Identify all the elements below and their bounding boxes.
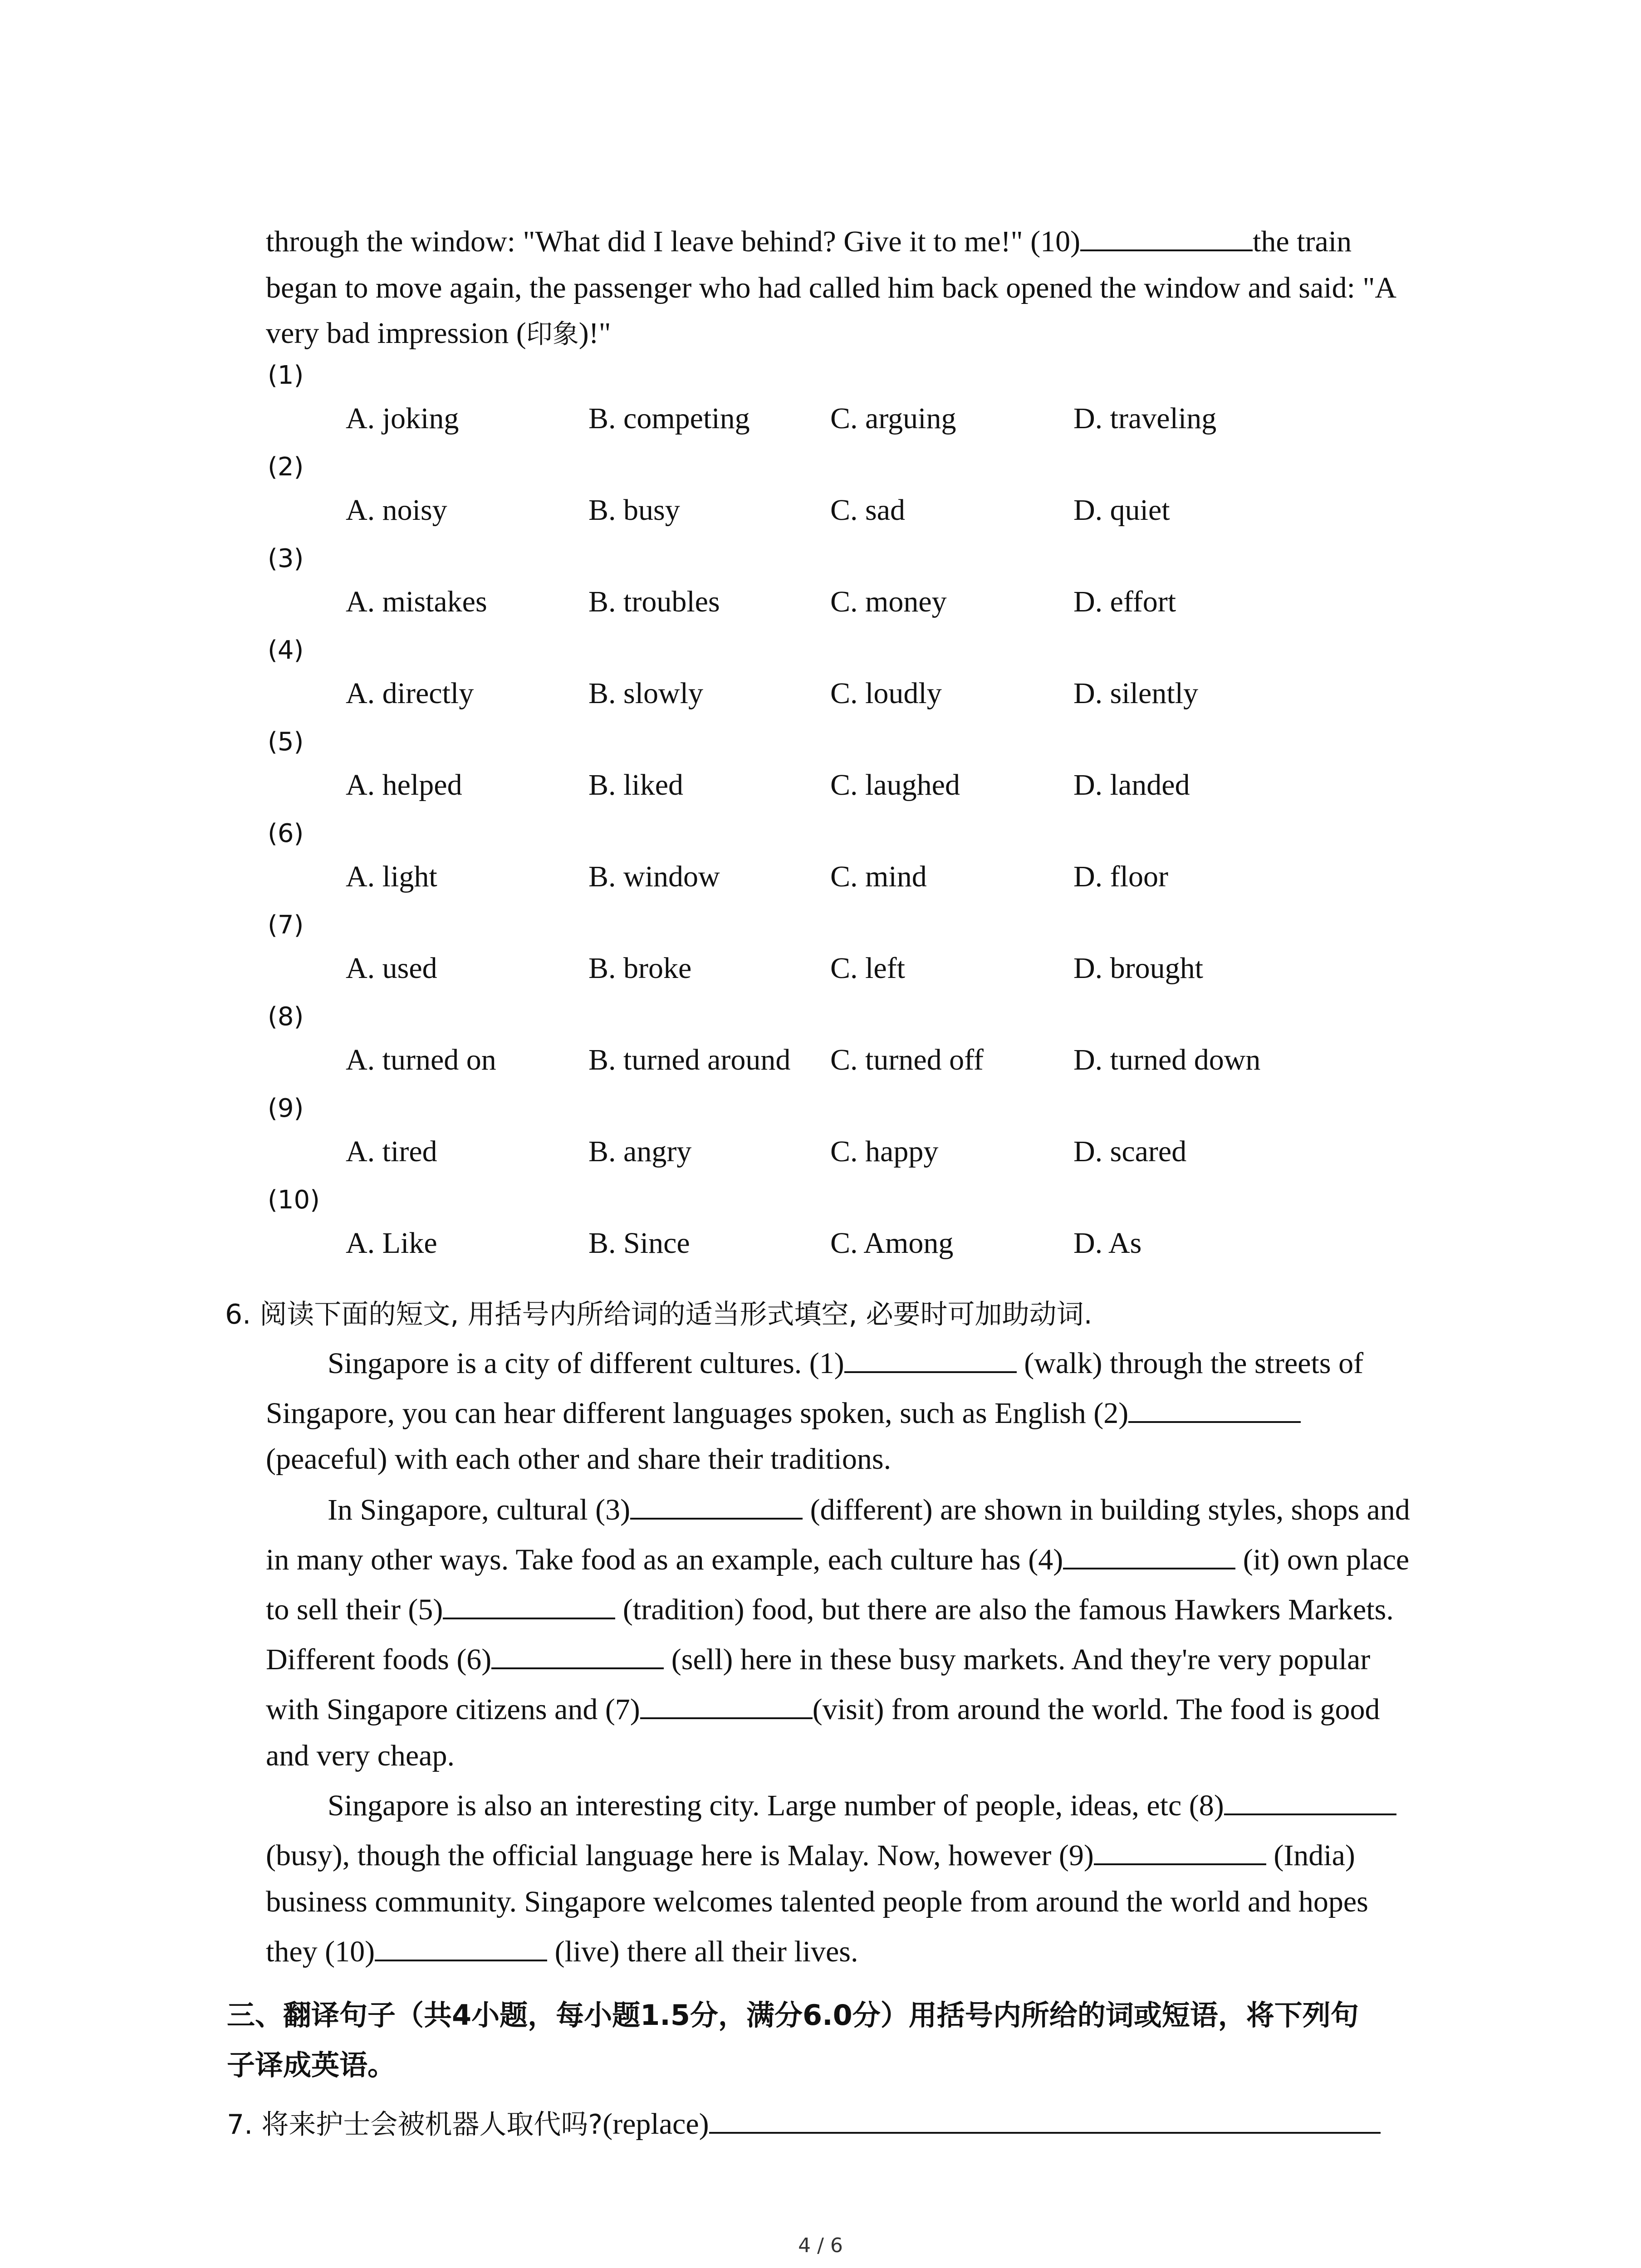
page-number: 4 / 6 bbox=[798, 2234, 843, 2257]
q6-blank-1[interactable] bbox=[844, 1343, 1017, 1373]
q6-p3-line2 bbox=[266, 1833, 1445, 1879]
q7-answer-blank[interactable] bbox=[709, 2104, 1381, 2134]
answer-option[interactable]: C. left bbox=[830, 952, 905, 985]
answer-option[interactable]: B. liked bbox=[588, 768, 683, 802]
q6-p1-line3: (peaceful) with each other and share their traditions. bbox=[266, 1442, 892, 1476]
passage-text: very bad impression ( bbox=[266, 317, 526, 350]
q6-text: (walk) through the streets of bbox=[1016, 1347, 1364, 1380]
q6-p2-line3 bbox=[266, 1587, 1445, 1633]
answer-option[interactable]: D. turned down bbox=[1073, 1043, 1261, 1076]
passage-line-1 bbox=[266, 219, 1445, 265]
answer-option[interactable]: D. traveling bbox=[1073, 402, 1217, 435]
passage-text: through the window: "What did I leave behind? Give it to me!" (10) bbox=[266, 225, 1081, 258]
q6-blank-10[interactable] bbox=[375, 1931, 547, 1961]
question-number: (1) bbox=[268, 361, 304, 390]
q6-text: (busy), though the official language here is Malay. Now, however (9) bbox=[266, 1839, 1094, 1872]
answer-option[interactable]: B. troubles bbox=[588, 585, 720, 618]
q6-text: (India) bbox=[1266, 1839, 1355, 1872]
question-number: (2) bbox=[268, 452, 304, 482]
q6-p2-line2 bbox=[266, 1537, 1445, 1583]
answer-option[interactable]: D. scared bbox=[1073, 1135, 1187, 1168]
q6-text: they (10) bbox=[266, 1935, 375, 1968]
answer-option[interactable]: D. silently bbox=[1073, 677, 1198, 710]
question-number: (5) bbox=[268, 727, 304, 757]
answer-option[interactable]: D. floor bbox=[1073, 860, 1168, 893]
q6-text: Singapore is also an interesting city. Large number of people, ideas, etc (8) bbox=[328, 1789, 1224, 1822]
answer-option[interactable]: A. used bbox=[346, 952, 437, 985]
q6-text: with Singapore citizens and (7) bbox=[266, 1693, 640, 1726]
question-number: (7) bbox=[268, 910, 304, 940]
q6-blank-4[interactable] bbox=[1063, 1540, 1235, 1569]
q6-blank-2[interactable] bbox=[1128, 1393, 1301, 1423]
answer-option[interactable]: A. light bbox=[346, 860, 437, 893]
answer-option[interactable]: B. competing bbox=[588, 402, 750, 435]
q6-text: In Singapore, cultural (3) bbox=[328, 1493, 631, 1526]
q6-p1-line1 bbox=[328, 1340, 1507, 1387]
passage-text: )!" bbox=[578, 317, 611, 350]
q6-text: (live) there all their lives. bbox=[547, 1935, 858, 1968]
passage-line-3 bbox=[266, 310, 1445, 357]
section-3-heading-line2: 子译成英语。 bbox=[227, 2048, 396, 2082]
answer-option[interactable]: C. happy bbox=[830, 1135, 939, 1168]
q7-hint: (replace) bbox=[603, 2107, 709, 2141]
answer-option[interactable]: D. landed bbox=[1073, 768, 1190, 802]
answer-option[interactable]: B. broke bbox=[588, 952, 692, 985]
q6-p1-line2 bbox=[266, 1390, 1445, 1437]
answer-option[interactable]: A. turned on bbox=[346, 1043, 496, 1076]
q6-p2-line6: and very cheap. bbox=[266, 1739, 455, 1772]
q6-text: (different) are shown in building styles, shops and bbox=[803, 1493, 1410, 1526]
question-number: (10) bbox=[268, 1185, 320, 1215]
q6-blank-8[interactable] bbox=[1224, 1785, 1396, 1815]
q6-blank-9[interactable] bbox=[1094, 1835, 1266, 1865]
q7-line bbox=[227, 2103, 1381, 2142]
q6-p2-line4 bbox=[266, 1637, 1445, 1683]
answer-option[interactable]: B. busy bbox=[588, 494, 680, 527]
answer-option[interactable]: B. turned around bbox=[588, 1043, 791, 1076]
answer-option[interactable]: A. tired bbox=[346, 1135, 437, 1168]
answer-option[interactable]: A. helped bbox=[346, 768, 462, 802]
q6-p3-line3: business community. Singapore welcomes talented people from around the world and hopes bbox=[266, 1885, 1368, 1918]
passage-text: the train bbox=[1253, 225, 1352, 258]
answer-option[interactable]: C. mind bbox=[830, 860, 927, 893]
q6-text: (it) own place bbox=[1235, 1543, 1410, 1576]
answer-blank-10[interactable] bbox=[1080, 221, 1253, 251]
answer-option[interactable]: D. quiet bbox=[1073, 494, 1170, 527]
answer-option[interactable]: C. arguing bbox=[830, 402, 956, 435]
answer-option[interactable]: A. directly bbox=[346, 677, 474, 710]
answer-option[interactable]: A. joking bbox=[346, 402, 459, 435]
answer-option[interactable]: B. window bbox=[588, 860, 720, 893]
q6-text: to sell their (5) bbox=[266, 1593, 443, 1626]
answer-option[interactable]: C. turned off bbox=[830, 1043, 984, 1076]
q6-blank-3[interactable] bbox=[630, 1490, 803, 1520]
answer-option[interactable]: D. brought bbox=[1073, 952, 1203, 985]
answer-option[interactable]: A. noisy bbox=[346, 494, 447, 527]
answer-option[interactable]: C. money bbox=[830, 585, 947, 618]
q6-text: (visit) from around the world. The food is good bbox=[812, 1693, 1380, 1726]
q6-text: Singapore is a city of different cultures. (1) bbox=[328, 1347, 844, 1380]
q6-p3-line4 bbox=[266, 1929, 1445, 1975]
answer-option[interactable]: C. loudly bbox=[830, 677, 942, 710]
question-number: (6) bbox=[268, 819, 304, 848]
answer-option[interactable]: C. laughed bbox=[830, 768, 960, 802]
passage-cn-word: 印象 bbox=[526, 318, 579, 349]
q6-blank-6[interactable] bbox=[491, 1639, 664, 1669]
question-number: (9) bbox=[268, 1094, 304, 1123]
section-3-heading-line1: 三、翻译句子（共4小题，每小题1.5分，满分6.0分）用括号内所给的词或短语，将下列句 bbox=[227, 1999, 1359, 2032]
answer-option[interactable]: B. slowly bbox=[588, 677, 704, 710]
q7-text: 7. 将来护士会被机器人取代吗? bbox=[227, 2109, 603, 2141]
answer-option[interactable]: C. Among bbox=[830, 1227, 954, 1260]
answer-option[interactable]: B. angry bbox=[588, 1135, 692, 1168]
question-number: (8) bbox=[268, 1002, 304, 1031]
answer-option[interactable]: A. Like bbox=[346, 1227, 437, 1260]
question-number: (3) bbox=[268, 544, 304, 573]
answer-option[interactable]: B. Since bbox=[588, 1227, 690, 1260]
q6-blank-5[interactable] bbox=[443, 1589, 615, 1619]
q6-blank-7[interactable] bbox=[640, 1689, 813, 1719]
answer-option[interactable]: D. effort bbox=[1073, 585, 1176, 618]
passage-line-2: began to move again, the passenger who had called him back opened the window and said: "A bbox=[266, 271, 1397, 304]
q6-p3-line1 bbox=[328, 1783, 1507, 1829]
q6-text: Singapore, you can hear different languages spoken, such as English (2) bbox=[266, 1397, 1129, 1430]
q6-instruction: 6. 阅读下面的短文, 用括号内所给词的适当形式填空, 必要时可加助动词. bbox=[225, 1299, 1092, 1330]
answer-option[interactable]: A. mistakes bbox=[346, 585, 487, 618]
answer-option[interactable]: C. sad bbox=[830, 494, 905, 527]
q6-p2-line1 bbox=[328, 1487, 1507, 1533]
q6-text: (tradition) food, but there are also the famous Hawkers Markets. bbox=[615, 1593, 1394, 1626]
question-number: (4) bbox=[268, 635, 304, 665]
q6-text: Different foods (6) bbox=[266, 1643, 492, 1676]
q6-p2-line5 bbox=[266, 1686, 1445, 1733]
q6-text: in many other ways. Take food as an example, each culture has (4) bbox=[266, 1543, 1063, 1576]
q6-text: (sell) here in these busy markets. And they're very popular bbox=[664, 1643, 1371, 1676]
answer-option[interactable]: D. As bbox=[1073, 1227, 1142, 1260]
